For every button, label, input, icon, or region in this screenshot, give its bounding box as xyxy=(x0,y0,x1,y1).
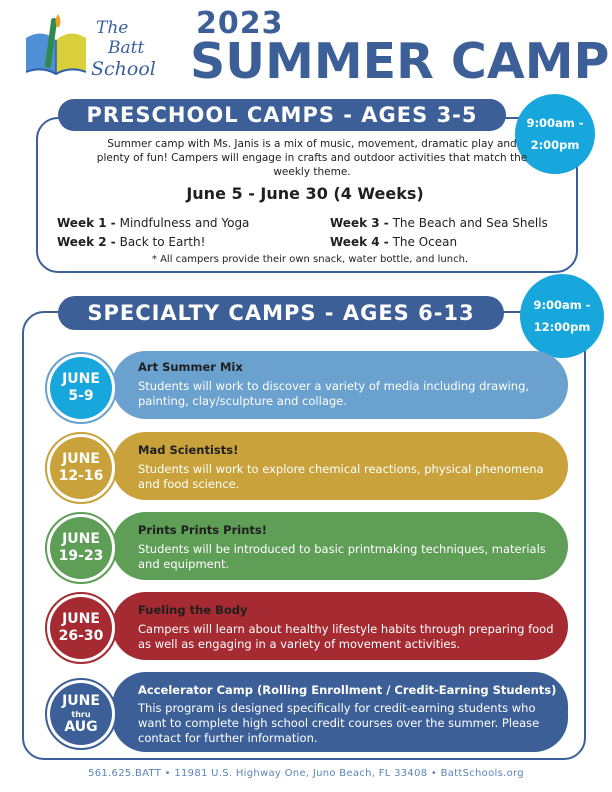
camp-card-art xyxy=(112,351,568,419)
specialty-time-end: 12:00pm xyxy=(533,320,591,334)
camp-date-top: JUNE xyxy=(62,611,100,627)
week-theme: The Beach and Sea Shells xyxy=(392,216,548,230)
camp-description: Campers will learn about healthy lifestyle habits through preparing food as well as engaging in a variety of movement activities. xyxy=(138,622,554,651)
camp-date-top: JUNE xyxy=(62,451,100,467)
camp-name: Mad Scientists! xyxy=(138,443,239,457)
week-label: Week 3 - xyxy=(330,216,389,230)
preschool-description: Summer camp with Ms. Janis is a mix of music, movement, dramatic play and plenty of fun! Campers will engage in crafts and outdoor activities that match the weekly theme. xyxy=(96,138,528,178)
camp-name: Art Summer Mix xyxy=(138,360,243,374)
logo-text-school: School xyxy=(91,58,156,80)
week-item xyxy=(330,235,457,249)
week-theme: Back to Earth! xyxy=(119,235,206,249)
logo-text-the: The xyxy=(96,18,129,38)
week-label: Week 1 - xyxy=(57,216,116,230)
camp-date-top: JUNE xyxy=(62,531,100,547)
week-label: Week 2 - xyxy=(57,235,116,249)
camp-description: This program is designed specifically for credit-earning students who want to complete high school credit courses over the summer. Please contact for further information. xyxy=(138,701,540,745)
camp-date-mid: thru xyxy=(71,709,91,719)
camp-date-bottom: 5-9 xyxy=(68,388,94,404)
camp-date-top: JUNE xyxy=(62,371,100,387)
camp-description: Students will work to discover a variety of media including drawing, painting, clay/sculpture and collage. xyxy=(138,379,530,408)
camp-date-bottom: 12-16 xyxy=(58,468,104,484)
camp-date-badge xyxy=(45,352,117,424)
camp-card-accelerator xyxy=(112,672,568,752)
camp-card-prints xyxy=(112,512,568,580)
week-theme: Mindfulness and Yoga xyxy=(119,216,250,230)
logo-text-batt: Batt xyxy=(108,38,145,58)
week-item xyxy=(57,235,205,249)
preschool-dates: June 5 - June 30 (4 Weeks) xyxy=(186,184,424,203)
camp-description: Students will work to explore chemical reactions, physical phenomena and food science. xyxy=(138,462,544,491)
camp-date-bottom: AUG xyxy=(64,718,98,735)
preschool-heading: PRESCHOOL CAMPS - AGES 3-5 xyxy=(58,99,506,131)
camp-card-fueling xyxy=(112,592,568,660)
specialty-time-badge xyxy=(520,274,604,358)
camp-date-badge xyxy=(45,678,117,750)
camp-date-top: JUNE xyxy=(62,692,100,709)
preschool-time-start: 9:00am - xyxy=(526,116,584,130)
week-item xyxy=(330,216,548,230)
camp-name: Accelerator Camp (Rolling Enrollment / Credit-Earning Students) xyxy=(138,683,557,697)
week-item xyxy=(57,216,249,230)
school-logo-icon xyxy=(18,10,94,80)
camp-date-badge xyxy=(45,432,117,504)
week-theme: The Ocean xyxy=(392,235,458,249)
camp-date-bottom: 26-30 xyxy=(58,628,104,644)
preschool-note: * All campers provide their own snack, water bottle, and lunch. xyxy=(151,254,469,265)
page-title: SUMMER CAMP xyxy=(190,33,610,90)
camp-date-badge xyxy=(45,512,117,584)
footer-contact: 561.625.BATT • 11981 U.S. Highway One, Juno Beach, FL 33408 • BattSchools.org xyxy=(88,768,524,779)
preschool-time-end: 2:00pm xyxy=(530,138,580,152)
camp-name: Prints Prints Prints! xyxy=(138,523,267,537)
specialty-time-start: 9:00am - xyxy=(533,298,591,312)
title-year: 2023 xyxy=(196,6,284,41)
week-label: Week 4 - xyxy=(330,235,389,249)
camp-card-science xyxy=(112,432,568,500)
camp-description: Students will be introduced to basic printmaking techniques, materials and equipment. xyxy=(138,542,546,571)
camp-date-badge xyxy=(45,592,117,664)
camp-name: Fueling the Body xyxy=(138,603,248,617)
camp-date-bottom: 19-23 xyxy=(58,548,104,564)
specialty-heading: SPECIALTY CAMPS - AGES 6-13 xyxy=(58,296,504,330)
